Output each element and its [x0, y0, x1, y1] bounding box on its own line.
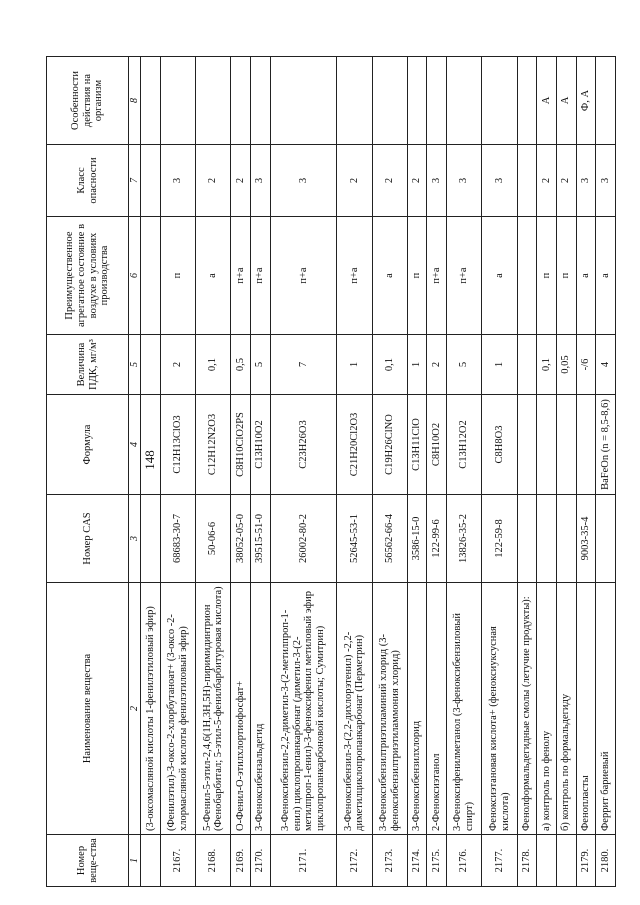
cell-state: а: [196, 217, 231, 335]
cell-name: (3-оксомасляной кислоты 1-фенилэтиловый эфир): [141, 583, 161, 835]
cell-number: 2178.: [517, 835, 537, 887]
cell-name: Фенолформальдегидные смолы (летучие продукты):: [517, 583, 537, 835]
table-row: [556, 57, 576, 887]
header-class: Класс опасности: [47, 145, 129, 217]
cell-class: 2: [231, 145, 251, 217]
cell-formula: C12H12N2O3: [196, 395, 231, 495]
cell-cas: 26002-80-2: [270, 495, 337, 583]
col-number: 3: [129, 495, 141, 583]
cell-cas: 38052-05-0: [231, 495, 251, 583]
cell-class: 3: [270, 145, 337, 217]
cell-name: 3-Феноксибензилтриэтиламиний хлорид (3-феноксибензилтриэтиламмония хлорид): [372, 583, 407, 835]
cell-state: а: [482, 217, 517, 335]
header-row: [47, 57, 129, 887]
table-row: [537, 57, 557, 887]
cell-number: 2167.: [160, 835, 195, 887]
table-row: [447, 57, 482, 887]
cell-number: 2177.: [482, 835, 517, 887]
cell-number: 2179.: [576, 835, 596, 887]
cell-features: [407, 57, 427, 145]
col-number: 6: [129, 217, 141, 335]
page-number: 148: [142, 450, 157, 470]
cell-formula: [141, 395, 161, 495]
table-row: [576, 57, 596, 887]
cell-pdk: 0,5: [231, 335, 251, 395]
cell-pdk: -/6: [576, 335, 596, 395]
cell-state: п+а: [231, 217, 251, 335]
cell-features: [427, 57, 447, 145]
col-number: 1: [129, 835, 141, 887]
cell-number: 2174.: [407, 835, 427, 887]
cell-state: п: [537, 217, 557, 335]
cell-state: а: [372, 217, 407, 335]
cell-state: п+а: [447, 217, 482, 335]
cell-name: 3-Феноксифенилметанол (3-феноксибензиловый спирт): [447, 583, 482, 835]
cell-number: 2175.: [427, 835, 447, 887]
cell-number: [537, 835, 557, 887]
cell-features: [141, 57, 161, 145]
cell-features: [596, 57, 616, 145]
cell-pdk: 0,1: [196, 335, 231, 395]
cell-features: [196, 57, 231, 145]
cell-cas: 52645-53-1: [337, 495, 372, 583]
cell-number: [556, 835, 576, 887]
cell-cas: [517, 495, 537, 583]
cell-formula: C8H10ClO2PS: [231, 395, 251, 495]
cell-name: а) контроль по фенолу: [537, 583, 557, 835]
cell-name: 5-Фенил-5-этил-2,4,6(1Н,3Н,5Н)-пиримидинтрион (Фенобарбитал; 5-этил-5-фенилбарбитуровая кислота): [196, 583, 231, 835]
cell-formula: BaFeOn (n = 8,5-8,6): [596, 395, 616, 495]
cell-pdk: [141, 335, 161, 395]
table-row: [160, 57, 195, 887]
cell-state: п: [556, 217, 576, 335]
table-row: [337, 57, 372, 887]
cell-pdk: 1: [482, 335, 517, 395]
cell-name: б) контроль по формальдегиду: [556, 583, 576, 835]
table-body: [141, 57, 616, 887]
cell-features: А: [556, 57, 576, 145]
cell-formula: C19H26ClNO: [372, 395, 407, 495]
cell-cas: 122-99-6: [427, 495, 447, 583]
cell-features: [372, 57, 407, 145]
cell-cas: 13826-35-2: [447, 495, 482, 583]
cell-state: а: [576, 217, 596, 335]
cell-class: [141, 145, 161, 217]
cell-number: 2171.: [270, 835, 337, 887]
cell-class: 3: [596, 145, 616, 217]
cell-pdk: 0,1: [537, 335, 557, 395]
cell-class: 3: [576, 145, 596, 217]
table-row: [372, 57, 407, 887]
cell-cas: 68683-30-7: [160, 495, 195, 583]
cell-number: 2169.: [231, 835, 251, 887]
cell-state: п+а: [270, 217, 337, 335]
cell-pdk: 2: [160, 335, 195, 395]
cell-state: п: [160, 217, 195, 335]
cell-cas: [596, 495, 616, 583]
table-row: [482, 57, 517, 887]
cell-class: 2: [537, 145, 557, 217]
cell-cas: 50-06-6: [196, 495, 231, 583]
cell-cas: [556, 495, 576, 583]
cell-cas: [537, 495, 557, 583]
cell-number: 2180.: [596, 835, 616, 887]
col-number: 2: [129, 583, 141, 835]
cell-pdk: 5: [447, 335, 482, 395]
cell-pdk: 4: [596, 335, 616, 395]
cell-formula: C8H8O3: [482, 395, 517, 495]
cell-state: п+а: [337, 217, 372, 335]
header-name: Наименование вещества: [47, 583, 129, 835]
cell-number: [141, 835, 161, 887]
cell-pdk: 1: [407, 335, 427, 395]
cell-features: А: [537, 57, 557, 145]
header-formula: Формула: [47, 395, 129, 495]
substances-table: [46, 56, 616, 887]
cell-features: Ф, А: [576, 57, 596, 145]
cell-state: п: [407, 217, 427, 335]
cell-name: (Фенилэтил)-3-оксо-2-хлорбутаноат+ (3-оксо -2- хлормасляной кислоты фенилэтиловый эфир): [160, 583, 195, 835]
cell-class: 2: [337, 145, 372, 217]
cell-class: 2: [407, 145, 427, 217]
table-row: [270, 57, 337, 887]
cell-name: 3-Феноксибензил-2,2-диметил-3-(2-метилпроп-1-енил) циклопропанкарбонат (диметил-3-(2-метилпроп-1-енил)-3-феноксифенил метиловый эфир циклопропанкарбоновой кислоты; Сумитрин): [270, 583, 337, 835]
cell-cas: 122-59-8: [482, 495, 517, 583]
col-number: 7: [129, 145, 141, 217]
cell-formula: C21H20Cl2O3: [337, 395, 372, 495]
cell-formula: C8H10O2: [427, 395, 447, 495]
cell-pdk: 2: [427, 335, 447, 395]
cell-state: [517, 217, 537, 335]
table-row: [596, 57, 616, 887]
cell-pdk: 0,05: [556, 335, 576, 395]
cell-formula: [537, 395, 557, 495]
table-row: [407, 57, 427, 887]
cell-number: 2173.: [372, 835, 407, 887]
cell-pdk: 0,1: [372, 335, 407, 395]
cell-cas: 9003-35-4: [576, 495, 596, 583]
cell-class: [517, 145, 537, 217]
cell-class: 2: [556, 145, 576, 217]
cell-name: Феноксиэтановая кислота+ (феноксиуксусная кислота): [482, 583, 517, 835]
cell-pdk: 5: [251, 335, 271, 395]
cell-number: 2176.: [447, 835, 482, 887]
cell-class: 3: [251, 145, 271, 217]
cell-class: 2: [196, 145, 231, 217]
header-num: Номер веще-ства: [47, 835, 129, 887]
cell-features: [160, 57, 195, 145]
table-row: [251, 57, 271, 887]
cell-pdk: 1: [337, 335, 372, 395]
col-number: 8: [129, 57, 141, 145]
cell-name: Феррит бариевый: [596, 583, 616, 835]
cell-formula: [517, 395, 537, 495]
table-row: [196, 57, 231, 887]
cell-name: Фенопласты: [576, 583, 596, 835]
cell-pdk: 7: [270, 335, 337, 395]
cell-name: 2-Феноксиэтанол: [427, 583, 447, 835]
cell-state: а: [596, 217, 616, 335]
header-state: Преимущественное агрегатное состояние в воздухе в условиях производства: [47, 217, 129, 335]
cell-number: 2170.: [251, 835, 271, 887]
cell-class: 3: [447, 145, 482, 217]
cell-features: [270, 57, 337, 145]
cell-features: [482, 57, 517, 145]
col-number: 4: [129, 395, 141, 495]
table-row: [231, 57, 251, 887]
cell-number: 2168.: [196, 835, 231, 887]
cell-name: 3-Феноксибензил-3-(2,2-дихлорэтенил) -2,2-диметилциклопропанкарбонат (Перметрин): [337, 583, 372, 835]
rotated-table-container: [46, 57, 616, 887]
cell-cas: 56562-66-4: [372, 495, 407, 583]
cell-formula: [556, 395, 576, 495]
col-number: 5: [129, 335, 141, 395]
table-row: [141, 57, 161, 887]
cell-features: [337, 57, 372, 145]
cell-state: [141, 217, 161, 335]
cell-features: [231, 57, 251, 145]
cell-formula: [576, 395, 596, 495]
table-row: [517, 57, 537, 887]
cell-class: 3: [160, 145, 195, 217]
table-row: [427, 57, 447, 887]
cell-state: п+а: [427, 217, 447, 335]
cell-pdk: [517, 335, 537, 395]
cell-class: 2: [372, 145, 407, 217]
column-number-row: [129, 57, 141, 887]
header-pdk: Величина ПДК, мг/м³: [47, 335, 129, 395]
header-features: Особенности действия на организм: [47, 57, 129, 145]
cell-formula: C12H13ClO3: [160, 395, 195, 495]
cell-cas: [141, 495, 161, 583]
cell-class: 3: [427, 145, 447, 217]
cell-formula: C23H26O3: [270, 395, 337, 495]
cell-formula: C13H12O2: [447, 395, 482, 495]
header-cas: Номер CAS: [47, 495, 129, 583]
cell-features: [447, 57, 482, 145]
cell-number: 2172.: [337, 835, 372, 887]
cell-formula: C13H10O2: [251, 395, 271, 495]
cell-name: 3-Феноксибензилхлорид: [407, 583, 427, 835]
cell-state: п+а: [251, 217, 271, 335]
cell-cas: 39515-51-0: [251, 495, 271, 583]
cell-class: 3: [482, 145, 517, 217]
cell-name: 3-Феноксибензальдегид: [251, 583, 271, 835]
cell-features: [517, 57, 537, 145]
cell-formula: C13H11ClO: [407, 395, 427, 495]
cell-name: О-Фенил-О-этилхлортиофосфат+: [231, 583, 251, 835]
cell-features: [251, 57, 271, 145]
cell-cas: 3586-15-0: [407, 495, 427, 583]
